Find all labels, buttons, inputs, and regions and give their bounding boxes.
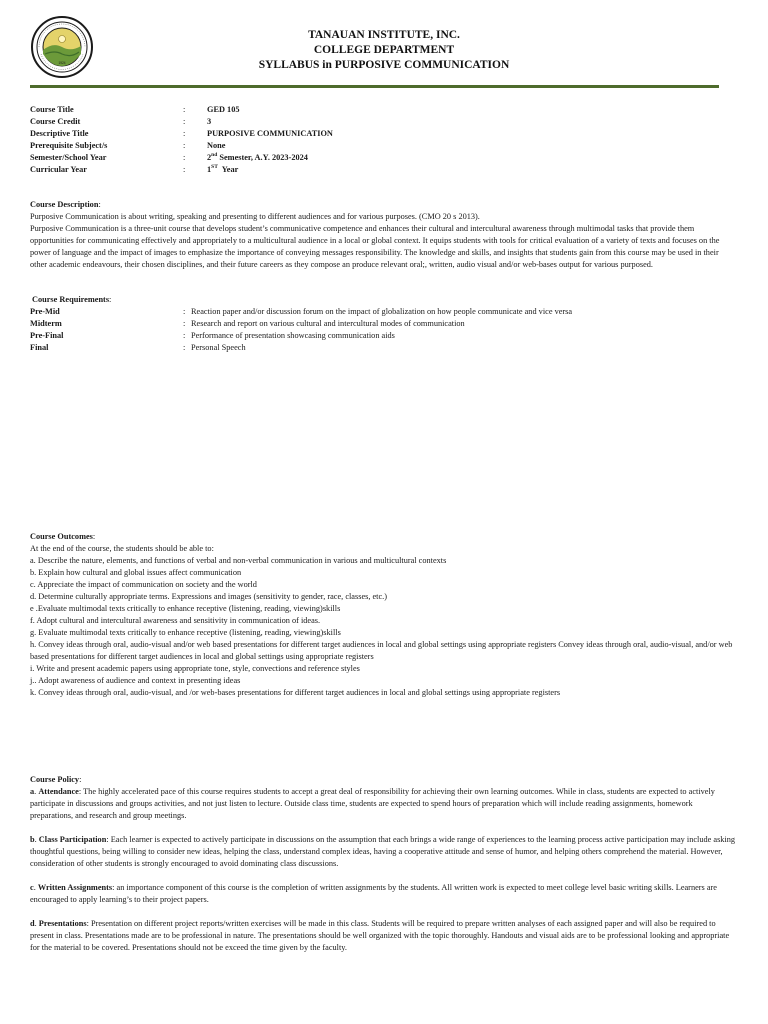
policy-letter-dot: . [34, 835, 39, 844]
info-label: Prerequisite Subject/s [30, 141, 108, 150]
description-heading-colon: : [98, 200, 101, 209]
requirement-row [30, 306, 736, 318]
outcome-item: h. Convey ideas through oral, audio-visual and/or web based presentations for different target audiences in local and global settings using appropriate registers Convey ideas through oral, audio-visual, and/or web based presentations for different target audiences in local and global settings using appropriate registers [30, 640, 733, 661]
policy-text: The highly accelerated pace of this course requires students to accept a great deal of responsibility for achieving their own learning outcomes. While in class, students are expected to actively participate in discussions and groups activities, and not just listen to lecture. Outside class time, students are expected to spend hours of preparation which will include reading assignments, homework preparations, and research and group meetings. [30, 787, 715, 820]
course-outcomes-section [30, 531, 736, 699]
policy-colon: : [86, 919, 89, 928]
department-name: COLLEGE DEPARTMENT [313, 44, 455, 56]
outcome-item: g. Evaluate multimodal texts critically to enhance receptive (listening, reading, viewing)skills [30, 628, 341, 637]
info-value-ordinal: nd [211, 152, 218, 158]
info-value-text: Semester, A.Y. 2023-2024 [217, 153, 308, 162]
info-value [207, 152, 308, 164]
info-value-number: 1 [207, 165, 212, 174]
requirement-separator: : [183, 331, 186, 340]
policy-paragraph [30, 786, 736, 822]
info-value: GED 105 [207, 105, 240, 114]
outcome-item: f. Adopt cultural and intercultural awareness and sensitivity in communication of ideas. [30, 616, 321, 625]
requirement-term: Pre-Mid [30, 307, 60, 316]
requirement-description: Research and report on various cultural and intercultural modes of communication [191, 319, 465, 328]
policy-spacer [30, 906, 736, 918]
policy-heading: Course Policy [30, 775, 80, 784]
course-requirements-section [30, 294, 736, 354]
outcome-item: d. Determine culturally appropriate terms. Expressions and images (sensitivity to gender, race, classes, etc.) [30, 592, 388, 601]
info-separator: : [183, 153, 186, 162]
outcomes-heading-colon: : [92, 532, 96, 541]
policy-heading-colon: : [79, 775, 82, 784]
outcomes-list [30, 555, 736, 699]
policy-paragraph [30, 834, 736, 870]
course-info-row [30, 140, 530, 152]
outcome-item: k. Convey ideas through oral, audio-visual, and /or web-bases presentations for different target audiences in local and global settings using appropriate registers [30, 688, 561, 697]
outcome-item: j.. Adopt awareness of audience and context in presenting ideas [30, 676, 241, 685]
outcome-item: b. Explain how cultural and global issues affect communication [30, 568, 242, 577]
course-description-section [30, 199, 736, 271]
info-separator: : [183, 105, 186, 114]
policy-title: Class Participation [38, 835, 107, 844]
requirement-term: Pre-Final [30, 331, 64, 340]
info-value [207, 164, 238, 176]
course-info-row [30, 152, 530, 164]
info-value-number: 2 [207, 153, 212, 162]
info-separator: : [183, 129, 186, 138]
info-value: None [207, 141, 226, 150]
outcome-item: e .Evaluate multimodal texts critically to enhance receptive (listening, reading, viewing)skills [30, 604, 341, 613]
policy-title: Written Assignments [37, 883, 113, 892]
policy-text: Presentation on different project reports/written exercises will be made in this class. Students will be required to prepare written analyses of each assigned paper and will also be required to present in class. Presentations made are to be professional in nature. The presentations should be well organized with the topic thoroughly. Handouts and visual aids are to be professional looking and appropriate for the material to be covered. Presentations should not be exceed the time given by the faculty. [30, 919, 730, 952]
requirement-separator: : [183, 307, 186, 316]
requirement-row [30, 330, 736, 342]
info-separator: : [183, 117, 186, 126]
info-label: Curricular Year [30, 165, 87, 174]
requirement-row [30, 342, 736, 354]
course-policy-section [30, 774, 736, 954]
header-divider [30, 85, 719, 88]
policy-colon: : [78, 787, 82, 796]
policy-letter: a [30, 787, 35, 796]
outcome-item: a. Describe the nature, elements, and functions of verbal and non-verbal communication in various and multicultural contexts [30, 556, 447, 565]
policy-colon: : [106, 835, 109, 844]
policy-colon: : [112, 883, 115, 892]
info-separator: : [183, 141, 186, 150]
description-heading: Course Description [30, 200, 99, 209]
policy-letter: c [30, 883, 34, 892]
logo-year: 1924 [58, 61, 66, 65]
description-paragraph-1: Purposive Communication is about writing, speaking and presenting to different audiences and for various purposes. (CMO 20 s 2013). [30, 212, 480, 221]
policy-title: Presentations [38, 919, 87, 928]
course-info-row [30, 128, 530, 140]
requirement-description: Reaction paper and/or discussion forum on the impact of globalization on how people communicate and vice versa [191, 307, 573, 316]
requirement-term: Final [30, 343, 49, 352]
policy-list [30, 786, 736, 954]
requirements-heading-colon: : [109, 295, 112, 304]
outcome-item: c. Appreciate the impact of communication on society and the world [30, 580, 257, 589]
course-info-row [30, 164, 530, 176]
info-label: Course Title [30, 105, 74, 114]
policy-text: Each learner is expected to actively participate in discussions on the assumption that each brings a wide range of experiences to the learning process active participation may include asking thoughtful questions, being willing to consider new ideas, helping the class, understand complex ideas, having a cooperative attitude and sense of humor, and helping others comprehend the material. However, consideration of other students is strongly encouraged to avoid dominating class discussions. [30, 835, 736, 868]
policy-spacer [30, 822, 736, 834]
outcome-item: i. Write and present academic papers using appropriate tone, style, convections and reference styles [30, 664, 360, 673]
institution-name: TANAUAN INSTITUTE, INC. [308, 29, 460, 41]
info-value: PURPOSIVE COMMUNICATION [207, 129, 333, 138]
info-label: Semester/School Year [30, 153, 107, 162]
info-value: 3 [207, 117, 212, 126]
requirement-term: Midterm [30, 319, 62, 328]
description-paragraph-2: Purposive Communication is a three-unit course that develops student’s communicative competence and enhances their cultural and intercultural awareness through multimodal tasks that provide them opportunities for communicating effectively and appropriately to a multicultural audience in a local or global context. It equips students with tools for critical evaluation of a variety of texts and focuses on the power of language and the impact of images to emphasize the importance of conveying messages responsibility. The knowledge and skills, and insights that students gain from this course may be used in their other academic endeavours, their chosen disciplines, and their future careers as they compose an produce relevant oral;, written, audio visual and/or web-bases output for various purposed. [30, 224, 720, 269]
requirement-description: Personal Speech [191, 343, 246, 352]
info-value-text: Year [217, 165, 239, 174]
policy-title: Attendance [38, 787, 79, 796]
requirement-separator: : [183, 343, 186, 352]
policy-letter: b [30, 835, 35, 844]
policy-letter: d [30, 919, 35, 928]
syllabus-title: SYLLABUS in PURPOSIVE COMMUNICATION [258, 59, 510, 71]
policy-paragraph [30, 882, 736, 906]
requirement-row [30, 318, 736, 330]
policy-text: an importance component of this course is the completion of written assignments by the students. All written work is expected to meet college level basic writing skills. Learners are encouraged to apply learning’s to their project papers. [30, 883, 717, 904]
requirement-description: Performance of presentation showcasing communication aids [191, 331, 395, 340]
info-separator: : [183, 165, 186, 174]
policy-letter-dot: . [34, 919, 39, 928]
policy-letter-dot: . [34, 787, 39, 796]
course-info-row [30, 104, 530, 116]
requirement-separator: : [183, 319, 186, 328]
info-label: Descriptive Title [30, 129, 89, 138]
policy-paragraph [30, 918, 736, 954]
course-info-table [30, 104, 530, 176]
course-info-row [30, 116, 530, 128]
document-header [0, 28, 768, 73]
outcomes-intro: At the end of the course, the students should be able to: [30, 544, 214, 553]
policy-spacer [30, 870, 736, 882]
requirements-list [30, 306, 736, 354]
outcomes-heading: Course Outcomes [30, 532, 93, 541]
info-label: Course Credit [30, 117, 81, 126]
info-value-ordinal: ST [211, 164, 218, 170]
requirements-heading: Course Requirements [32, 295, 110, 304]
policy-letter-dot: . [33, 883, 38, 892]
